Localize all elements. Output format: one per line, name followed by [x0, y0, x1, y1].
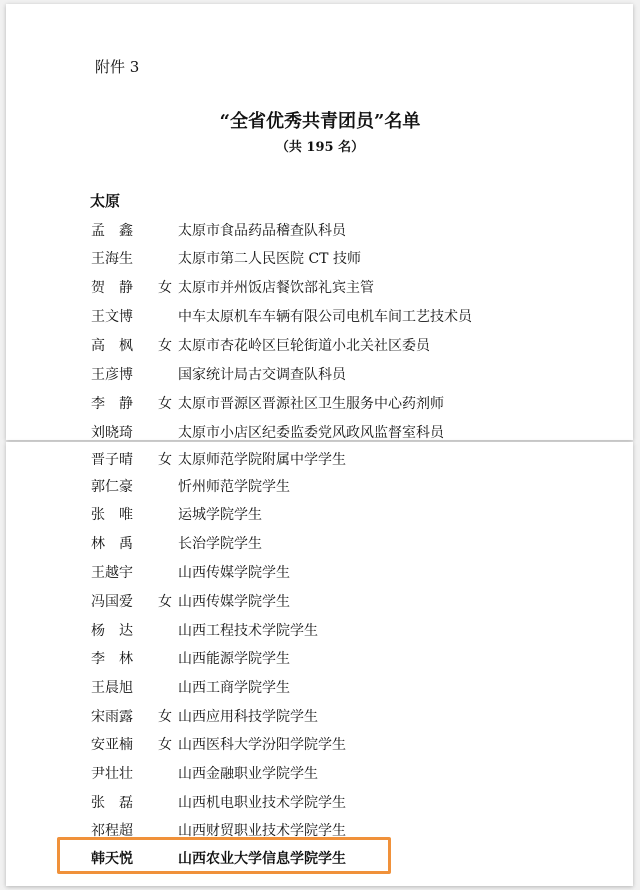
row-gender: 女: [158, 280, 172, 296]
row-name: 晋子晴: [91, 452, 133, 468]
list-row: [0, 677, 640, 699]
row-title: 山西财贸职业技术学院学生: [178, 823, 346, 839]
row-name: 张 磊: [91, 795, 133, 811]
row-title: 山西工商学院学生: [178, 680, 290, 696]
row-title: 忻州师范学院学生: [178, 479, 290, 495]
list-row: [0, 364, 640, 386]
row-title: 太原市晋源区晋源社区卫生服务中心药剂师: [178, 396, 444, 412]
row-title: 太原市小店区纪委监委党风政风监督室科员: [178, 425, 444, 441]
row-name: 尹壮壮: [91, 766, 133, 782]
row-gender: 女: [158, 737, 172, 753]
row-name: 冯国爱: [91, 594, 133, 610]
row-title: 山西金融职业学院学生: [178, 766, 318, 782]
list-row: [0, 792, 640, 814]
region-heading: 太原: [90, 192, 121, 210]
row-title: 山西传媒学院学生: [178, 594, 290, 610]
row-name: 杨 达: [91, 623, 133, 639]
list-row: [0, 763, 640, 785]
list-row: [0, 449, 640, 471]
row-name: 孟 鑫: [91, 223, 133, 239]
row-gender: 女: [158, 594, 172, 610]
row-title: 山西传媒学院学生: [178, 565, 290, 581]
row-title: 太原市第二人民医院 CT 技师: [178, 251, 361, 267]
row-name: 韩天悦: [91, 851, 133, 867]
row-title: 太原市食品药品稽查队科员: [178, 223, 346, 239]
row-name: 王越宇: [91, 565, 133, 581]
list-row: [0, 335, 640, 357]
row-title: 中车太原机车车辆有限公司电机车间工艺技术员: [178, 309, 472, 325]
list-row: [0, 220, 640, 242]
list-row: [0, 706, 640, 728]
row-gender: 女: [158, 396, 172, 412]
row-title: 运城学院学生: [178, 507, 262, 523]
row-title: 山西机电职业技术学院学生: [178, 795, 346, 811]
list-row: [0, 620, 640, 642]
row-name: 高 枫: [91, 338, 133, 354]
row-name: 王晨旭: [91, 680, 133, 696]
row-gender: 女: [158, 709, 172, 725]
row-name: 王文博: [91, 309, 133, 325]
list-row: [0, 648, 640, 670]
row-name: 李 静: [91, 396, 133, 412]
row-name: 刘晓琦: [91, 425, 133, 441]
row-title: 山西工程技术学院学生: [178, 623, 318, 639]
row-title: 长治学院学生: [178, 536, 262, 552]
list-row: [0, 393, 640, 415]
row-title: 太原市并州饭店餐饮部礼宾主管: [178, 280, 374, 296]
list-row: [0, 422, 640, 444]
row-name: 贺 静: [91, 280, 133, 296]
row-title: 山西农业大学信息学院学生: [178, 851, 346, 867]
row-name: 宋雨露: [91, 709, 133, 725]
list-row: [0, 306, 640, 328]
row-title: 山西医科大学汾阳学院学生: [178, 737, 346, 753]
list-row: [0, 277, 640, 299]
row-title: 太原市杏花岭区巨轮街道小北关社区委员: [178, 338, 430, 354]
document-count: （共 195 名）: [275, 140, 365, 155]
list-row: [0, 562, 640, 584]
list-row: [0, 533, 640, 555]
row-name: 祁程超: [91, 823, 133, 839]
row-title: 太原师范学院附属中学学生: [178, 452, 346, 468]
row-gender: 女: [158, 338, 172, 354]
list-row: [0, 734, 640, 756]
row-name: 李 林: [91, 651, 133, 667]
row-title: 山西能源学院学生: [178, 651, 290, 667]
list-row: [0, 476, 640, 498]
list-row: [0, 504, 640, 526]
row-name: 王海生: [91, 251, 133, 267]
row-title: 山西应用科技学院学生: [178, 709, 318, 725]
row-name: 林 禹: [91, 536, 133, 552]
list-row: [0, 248, 640, 270]
list-row: [0, 591, 640, 613]
row-name: 安亚楠: [91, 737, 133, 753]
attachment-label: 附件 3: [95, 58, 140, 76]
document-title: “全省优秀共青团员”名单: [219, 111, 421, 132]
row-gender: 女: [158, 452, 172, 468]
row-title: 国家统计局古交调查队科员: [178, 367, 346, 383]
row-name: 王彦博: [91, 367, 133, 383]
row-name: 张 唯: [91, 507, 133, 523]
row-name: 郭仁豪: [91, 479, 133, 495]
highlight-box: [57, 837, 391, 874]
